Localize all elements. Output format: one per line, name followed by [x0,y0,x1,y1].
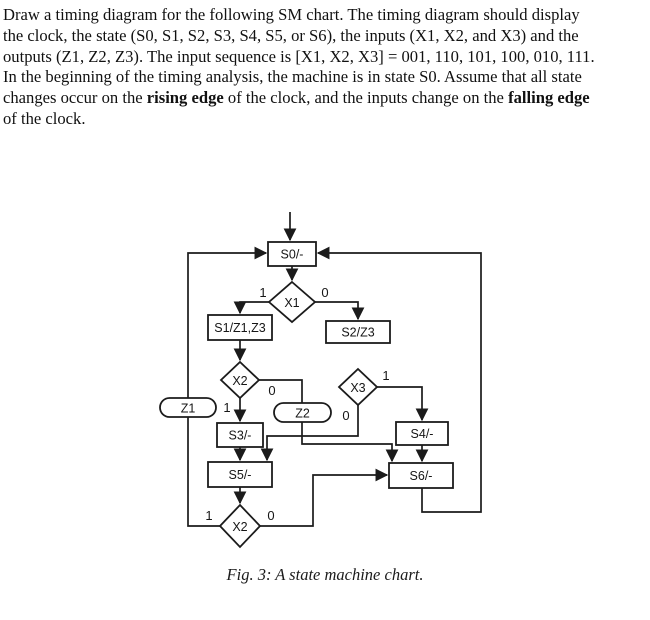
problem-text: In the beginning of the timing analysis, the machine is in state S0. Assume that all state [3,67,582,87]
x2-lower-true-label: 1 [205,508,213,523]
s4-box-label: S4/- [410,427,434,441]
x2-upper-true-label: 1 [223,400,231,415]
x3-true-label: 1 [382,368,390,383]
output-ovals [160,398,331,422]
s1-box-label: S1/Z1,Z3 [214,321,266,335]
problem-text: of the clock, and the inputs change on the [223,88,509,108]
output-oval-z1 [160,398,216,417]
state-box-s1 [208,315,272,340]
x2-upper-false-label: 0 [268,383,276,398]
figure-caption-text: Fig. 3: A state machine chart. [226,565,424,584]
x1-true-label: 1 [259,285,267,300]
decision-x2-upper [221,362,259,398]
edge-x1-false-s2 [315,302,358,319]
state-boxes [208,242,453,488]
x1-false-label: 0 [321,285,329,300]
x1-diamond-label: X1 [284,296,300,310]
state-box-s3 [217,423,263,447]
decision-x3 [339,369,377,405]
decision-x2-lower [220,505,260,547]
falling-edge-emphasis: falling edge [508,88,590,108]
decision-x1 [269,282,315,322]
state-box-s5 [208,462,272,487]
output-oval-z2 [274,403,331,422]
edge-x1-true-s1 [240,302,269,313]
problem-text: outputs (Z1, Z2, Z3). The input sequence is [X1, X2, X3] = 001, 110, 101, 100, 010, 111. [3,46,595,66]
x3-diamond-label: X3 [350,381,366,395]
state-box-s6 [389,463,453,488]
problem-text: changes occur on the [3,88,147,108]
z2-oval-label: Z2 [295,406,310,421]
figure-caption [0,565,650,585]
s6-box-label: S6/- [409,469,433,483]
edge-x3-true-s4 [377,387,422,420]
edge-x2b-false-s6 [260,475,387,526]
problem-text: of the clock. [3,108,86,128]
rising-edge-emphasis: rising edge [146,88,224,108]
x3-false-label: 0 [342,408,350,423]
problem-text: the clock, the state (S0, S1, S2, S3, S4, S5, or S6), the inputs (X1, X2, and X3) and the [3,25,579,45]
s0-box-label: S0/- [280,247,304,262]
state-box-s4 [396,422,448,445]
x2-upper-diamond-label: X2 [232,374,248,388]
state-box-s2 [326,321,390,343]
state-box-s0 [268,242,316,266]
x2-lower-diamond-label: X2 [232,520,248,534]
x2-lower-false-label: 0 [267,508,275,523]
s3-box-label: S3/- [228,428,252,443]
z1-oval-label: Z1 [180,401,196,416]
s2-box-label: S2/Z3 [341,325,375,340]
s5-box-label: S5/- [228,468,252,482]
problem-text: Draw a timing diagram for the following SM chart. The timing diagram should display [3,5,580,24]
